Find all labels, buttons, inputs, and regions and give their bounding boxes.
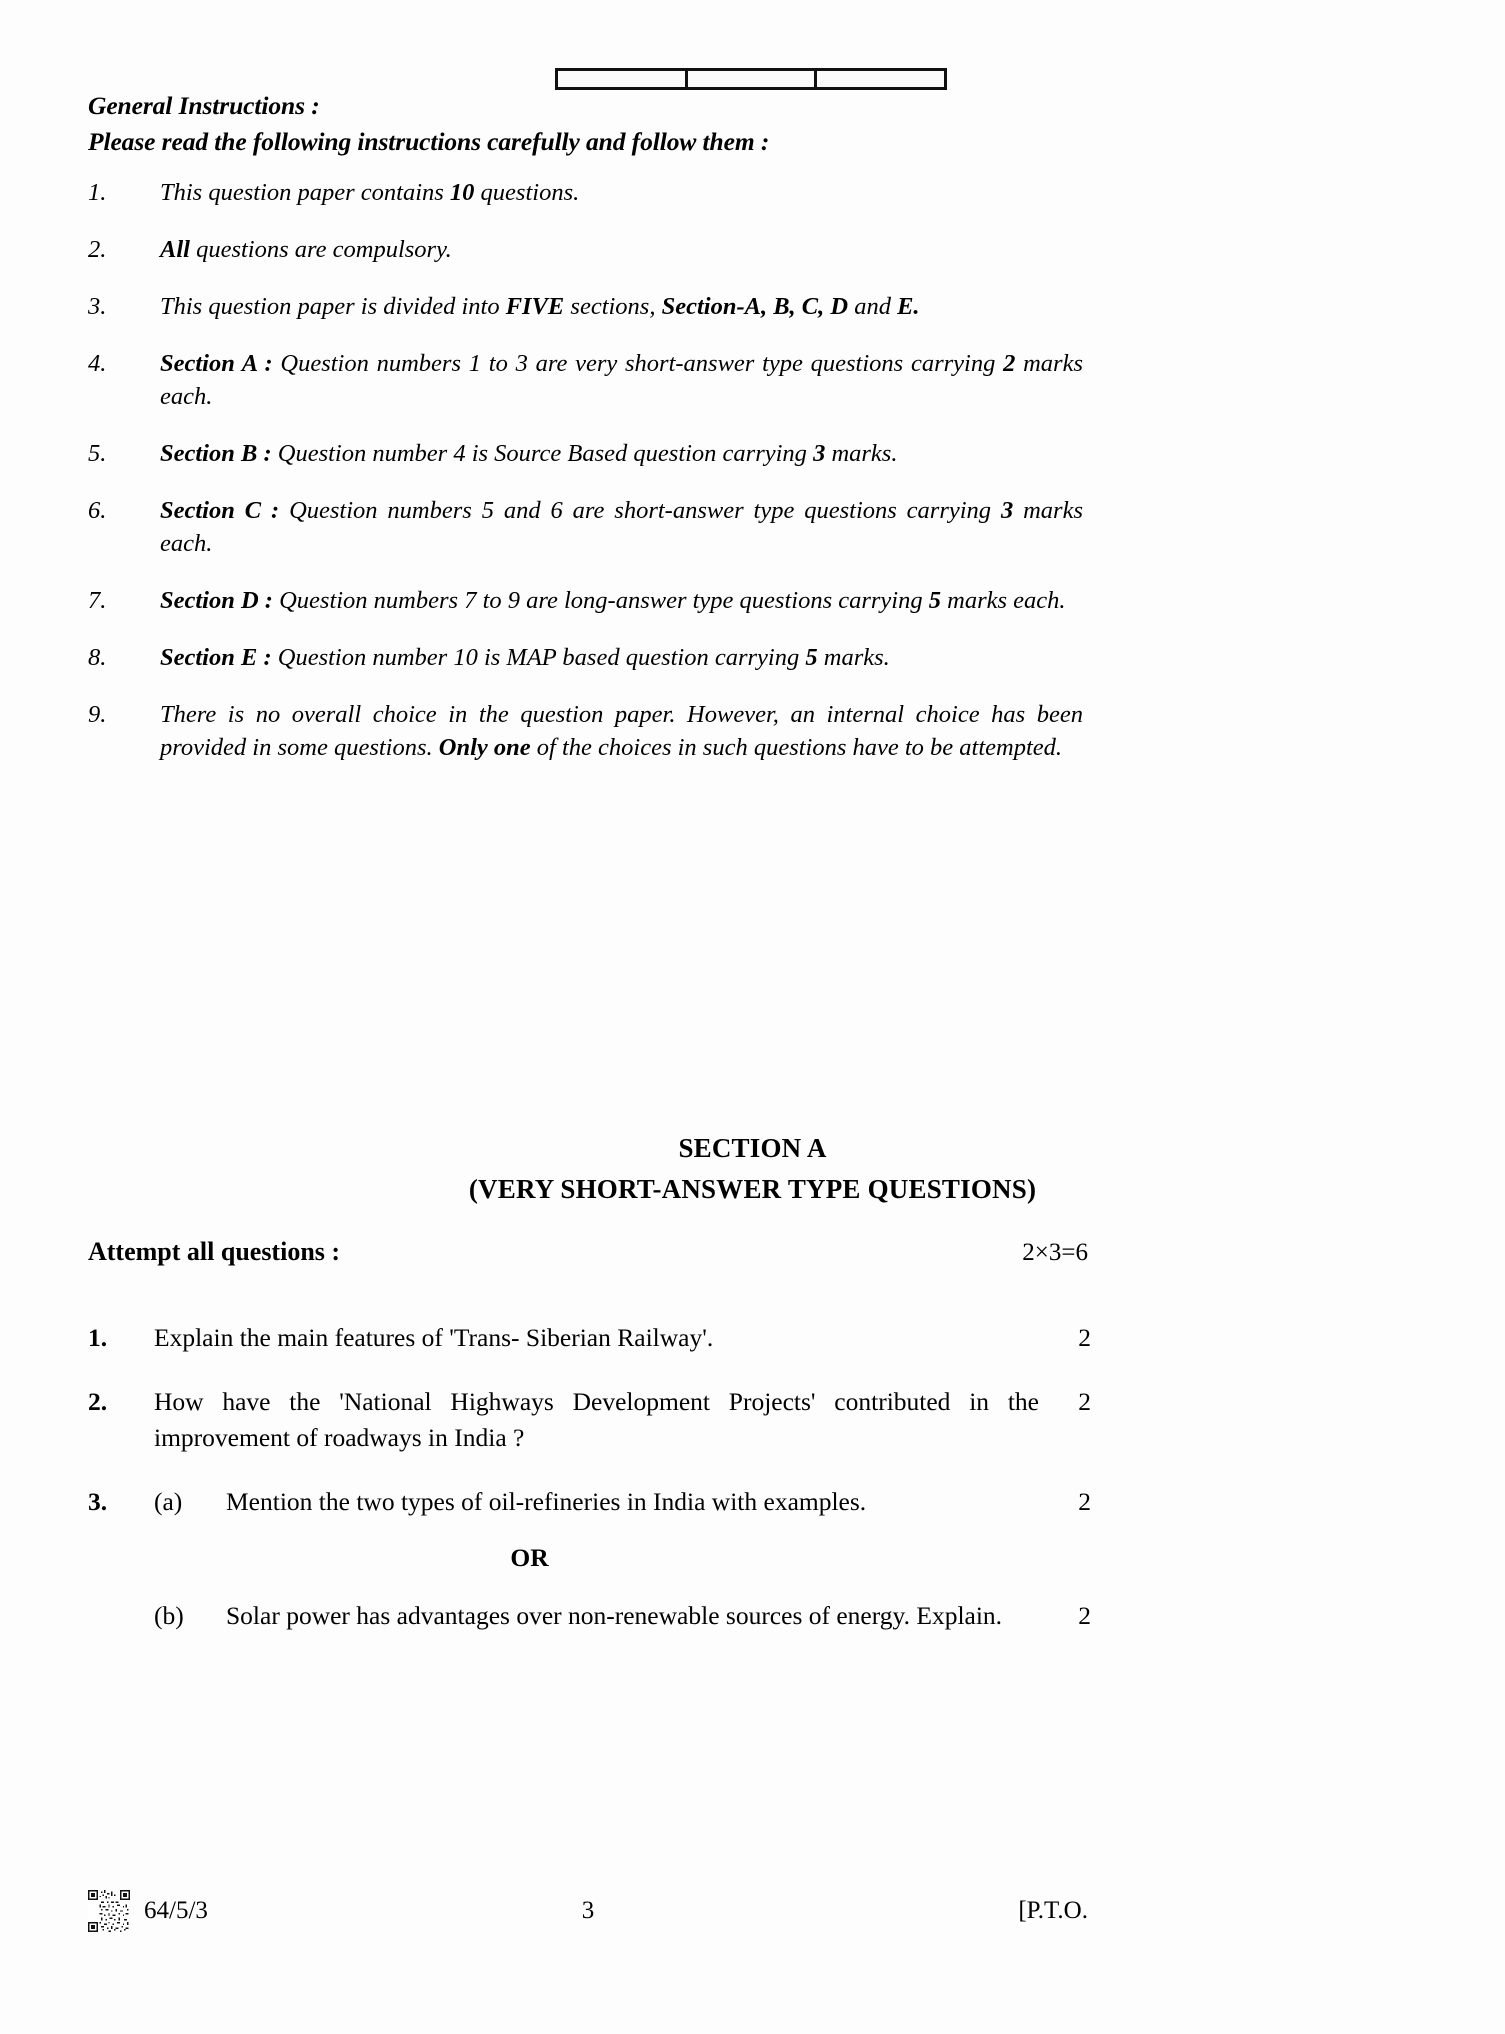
- question-row: [88, 1598, 1091, 1634]
- instruction-text: Section C : Question numbers 5 and 6 are short-answer type questions carrying 3 marks each.: [160, 497, 1083, 557]
- instruction-number: 3.: [88, 293, 107, 320]
- question-row: [88, 1384, 1091, 1456]
- section-marks-total: 2×3=6: [1022, 1239, 1088, 1266]
- question-text: Explain the main features of 'Trans- Siberian Railway'.: [154, 1323, 714, 1352]
- question-marks: 2: [1078, 1487, 1091, 1516]
- instruction-item: [88, 233, 1083, 266]
- instruction-number: 9.: [88, 701, 107, 728]
- header-grid-cell-3: [817, 71, 944, 87]
- instruction-item: [88, 176, 1083, 209]
- question-row: [88, 1320, 1091, 1356]
- attempt-all-questions-label: Attempt all questions :: [88, 1237, 341, 1266]
- instruction-number: 8.: [88, 644, 107, 671]
- instruction-number: 2.: [88, 236, 107, 263]
- instruction-number: 6.: [88, 497, 107, 524]
- general-instructions-heading: [88, 88, 1088, 160]
- instruction-text: This question paper contains 10 questions.: [160, 179, 580, 206]
- question-sub-label: (a): [154, 1487, 183, 1516]
- instruction-number: 7.: [88, 587, 107, 614]
- question-number: 3.: [88, 1487, 108, 1516]
- question-sub-label: (b): [154, 1601, 184, 1630]
- header-grid-cell-1: [558, 71, 688, 87]
- question-marks: 2: [1078, 1387, 1091, 1416]
- questions-list: [88, 1320, 1091, 1662]
- question-text: Mention the two types of oil-refineries in India with examples.: [226, 1487, 867, 1516]
- instruction-text: Section D : Question numbers 7 to 9 are long-answer type questions carrying 5 marks each.: [160, 587, 1066, 614]
- pto-label: [P.T.O.: [1018, 1897, 1088, 1924]
- general-instructions-subtitle: Please read the following instructions carefully and follow them :: [88, 127, 770, 156]
- instruction-text: All questions are compulsory.: [160, 236, 452, 263]
- instruction-number: 4.: [88, 350, 107, 377]
- instruction-text: Section A : Question numbers 1 to 3 are very short-answer type questions carrying 2 marks each.: [160, 350, 1084, 410]
- section-title: SECTION A: [678, 1133, 827, 1163]
- instruction-text: Section B : Question number 4 is Source Based question carrying 3 marks.: [160, 440, 898, 467]
- question-marks: 2: [1078, 1601, 1091, 1630]
- instruction-number: 5.: [88, 440, 107, 467]
- instruction-item: [88, 698, 1083, 764]
- page-number: 3: [581, 1897, 595, 1924]
- question-marks: 2: [1078, 1323, 1091, 1352]
- question-text: Solar power has advantages over non-renewable sources of energy. Explain.: [226, 1601, 1003, 1630]
- question-row: [88, 1484, 1091, 1520]
- section-heading: [0, 1128, 1505, 1210]
- instruction-text: This question paper is divided into FIVE sections, Section-A, B, C, D and E.: [160, 293, 920, 320]
- instruction-text: Section E : Question number 10 is MAP based question carrying 5 marks.: [160, 644, 890, 671]
- instruction-item: [88, 347, 1083, 413]
- instruction-number: 1.: [88, 179, 107, 206]
- section-subtitle: (VERY SHORT-ANSWER TYPE QUESTIONS): [468, 1174, 1037, 1204]
- header-grid-box: [555, 68, 947, 90]
- question-number: 2.: [88, 1387, 108, 1416]
- general-instructions-title: General Instructions :: [88, 91, 320, 120]
- header-grid-cell-2: [688, 71, 818, 87]
- page-footer: [88, 1890, 1088, 1932]
- instruction-item: [88, 641, 1083, 674]
- attempt-all-questions-row: [88, 1237, 1088, 1267]
- instruction-item: [88, 494, 1083, 560]
- question-number: 1.: [88, 1323, 108, 1352]
- instruction-item: [88, 437, 1083, 470]
- instructions-list: [88, 176, 1083, 788]
- instruction-text: There is no overall choice in the question paper. However, an internal choice has been provided in some questions. Only one of the choices in such questions have to be attempted.: [160, 701, 1083, 761]
- question-text: How have the 'National Highways Development Projects' contributed in the improvement of roadways in India ?: [154, 1387, 1039, 1452]
- instruction-item: [88, 290, 1083, 323]
- or-divider-label: OR: [510, 1543, 549, 1572]
- instruction-item: [88, 584, 1083, 617]
- paper-code: 64/5/3: [144, 1897, 208, 1924]
